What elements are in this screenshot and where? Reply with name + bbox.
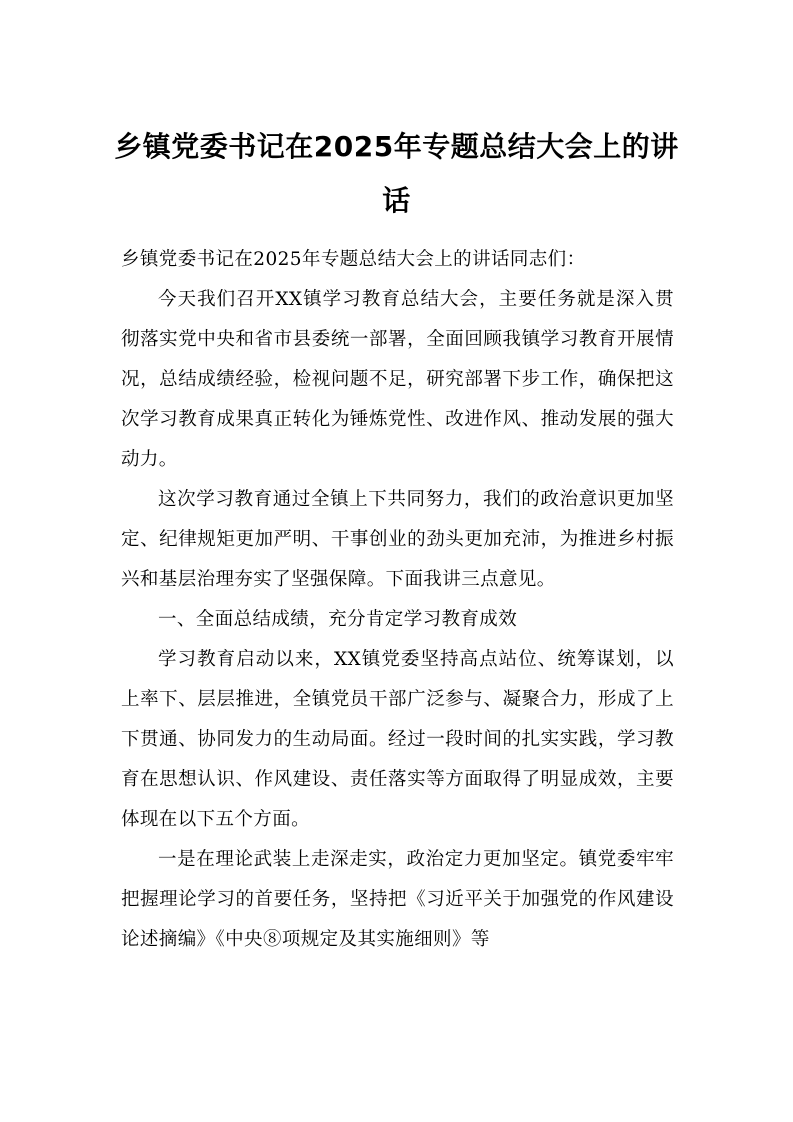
- body-paragraph: 学习教育启动以来，XX镇党委坚持高点站位、统筹谋划，以上率下、层层推进，全镇党员干部广泛参与、凝聚合力，形成了上下贯通、协同发力的生动局面。经过一段时间的扎实实践，学习教育在思想认识、作风建设、责任落实等方面取得了明显成效，主要体现在以下五个方面。: [121, 649, 674, 830]
- document-title: 乡镇党委书记在2025年专题总结大会上的讲话: [114, 130, 679, 217]
- body-paragraph: 今天我们召开XX镇学习教育总结大会，主要任务就是深入贯彻落实党中央和省市县委统一部署，全面回顾我镇学习教育开展情况，总结成绩经验，检视问题不足，研究部署下步工作，确保把这次学习教育成果真正转化为锤炼党性、改进作风、推动发展的强大动力。: [121, 289, 674, 470]
- body-paragraph: 一是在理论武装上走深走实，政治定力更加坚定。镇党委牢牢把握理论学习的首要任务，坚持把《习近平关于加强党的作风建设论述摘编》《中央⑧项规定及其实施细则》等: [121, 849, 674, 950]
- salutation-paragraph: 乡镇党委书记在2025年专题总结大会上的讲话同志们：: [121, 249, 586, 270]
- section-heading: 一、全面总结成绩，充分肯定学习教育成效: [158, 609, 518, 630]
- document-body: [121, 240, 674, 960]
- body-paragraph: 这次学习教育通过全镇上下共同努力，我们的政治意识更加坚定、纪律规矩更加严明、干事创业的劲头更加充沛，为推进乡村振兴和基层治理夯实了坚强保障。下面我讲三点意见。: [121, 489, 674, 590]
